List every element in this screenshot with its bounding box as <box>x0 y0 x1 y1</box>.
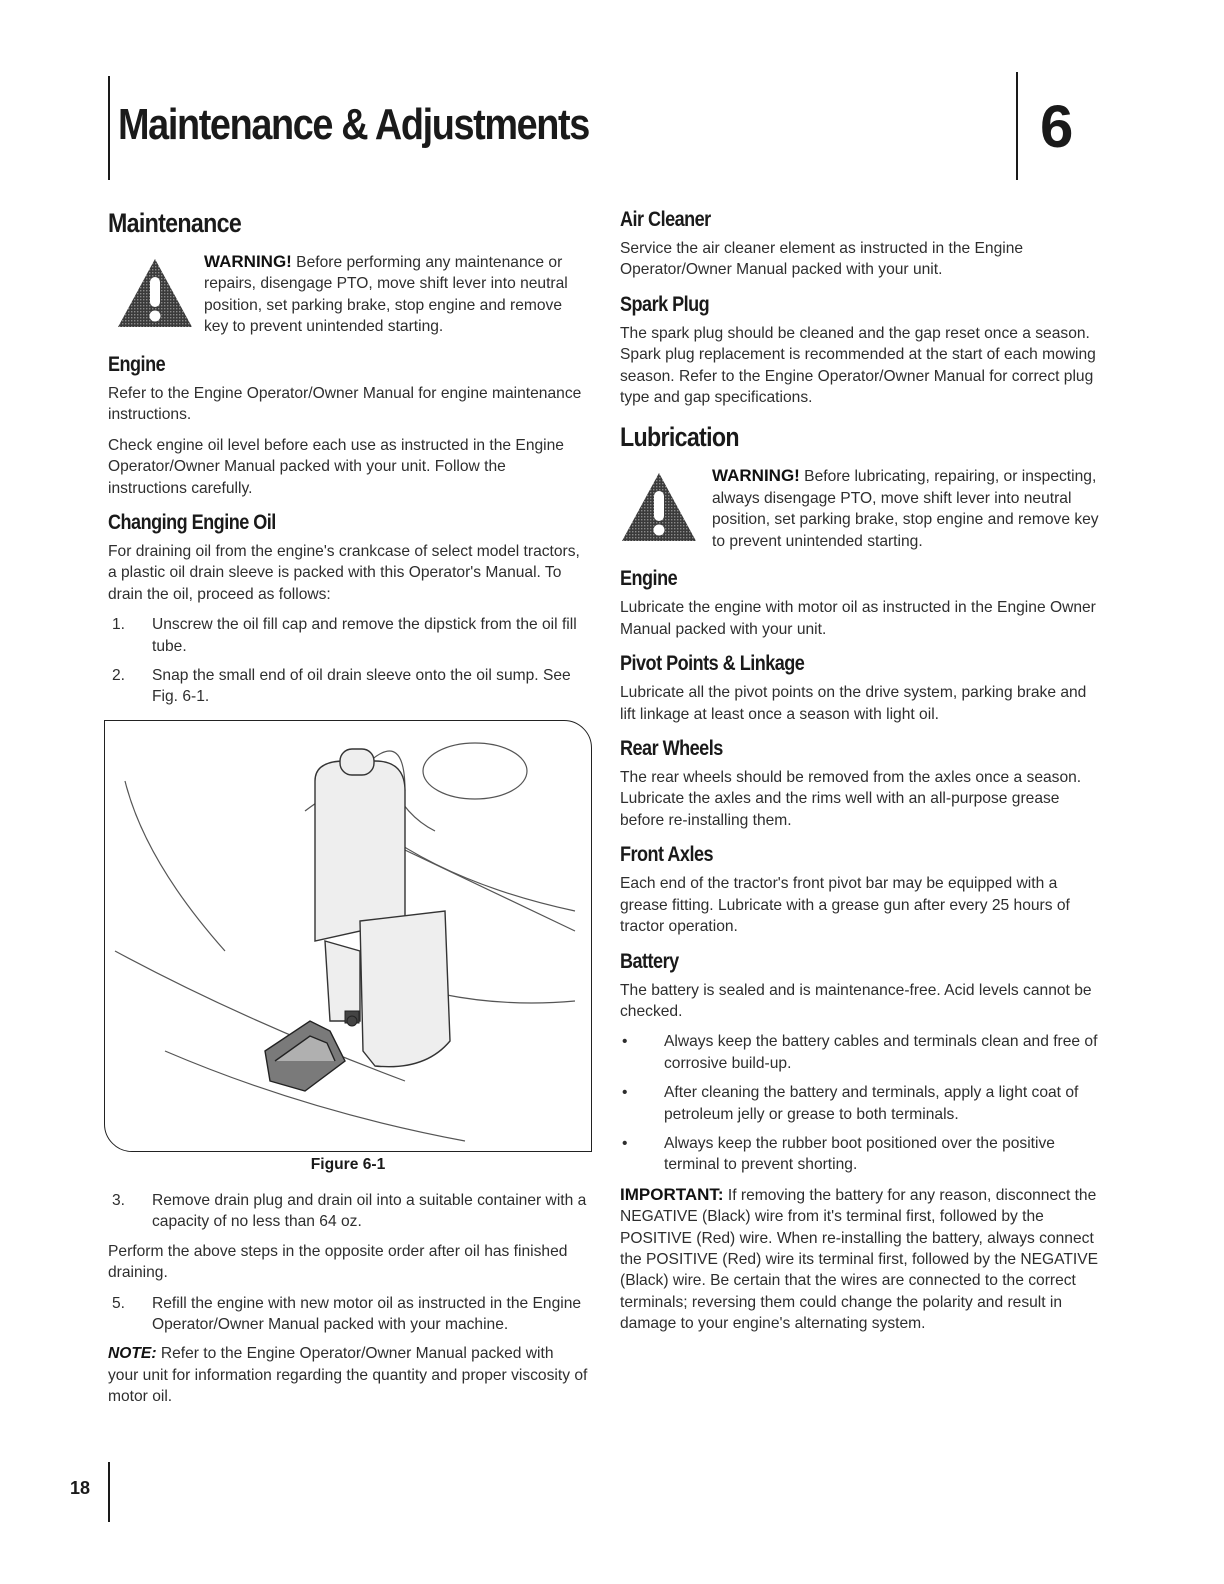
step-text: Snap the small end of oil drain sleeve onto the oil sump. See Fig. 6-1. <box>152 667 571 706</box>
chapter-rule <box>1016 72 1018 180</box>
battery-text: The battery is sealed and is maintenance-free. Acid levels cannot be checked. <box>620 981 1092 1020</box>
warning-keyword: WARNING! <box>712 466 800 486</box>
pivot-heading: Pivot Points & Linkage <box>620 652 805 676</box>
maintenance-warning-text <box>204 251 588 338</box>
air-cleaner-text: Service the air cleaner element as instructed in the Engine Operator/Owner Manual packed with your unit. <box>620 240 1024 279</box>
front-axles-heading: Front Axles <box>620 843 714 867</box>
spark-plug-text: The spark plug should be cleaned and the gap reset once a season. Spark plug replacement is recommended at the start of each mowing season. Refer to the Engine Operator/Owner Manual for correct plug type and gap specifications. <box>620 324 1096 407</box>
note-label: NOTE: <box>108 1345 157 1363</box>
important-paragraph <box>620 1184 1100 1335</box>
lubrication-warning-text <box>712 465 1100 552</box>
bullet-mark: • <box>622 1033 628 1051</box>
steps-list-b <box>108 1190 588 1233</box>
list-item <box>108 1190 588 1233</box>
engine-paragraph-1: Refer to the Engine Operator/Owner Manual for engine maintenance instructions. <box>108 385 582 424</box>
warning-body: Before lubricating, repairing, or inspecting, always disengage PTO, move shift lever into neutral position, set parking brake, stop engine and remove key to prevent unintended starting. <box>712 468 1099 550</box>
list-item <box>620 1133 1100 1176</box>
pivot-text: Lubricate all the pivot points on the drive system, parking brake and lift linkage at least once a season with light oil. <box>620 684 1087 723</box>
page-number-rule <box>108 1462 110 1522</box>
rear-wheels-text: The rear wheels should be removed from the axles once a season. Lubricate the axles and the rims well with an all-purpose grease before re-installing them. <box>620 769 1082 829</box>
warning-icon <box>620 471 698 548</box>
bullet-mark: • <box>622 1084 628 1102</box>
step-text: Unscrew the oil fill cap and remove the dipstick from the oil fill tube. <box>152 616 577 655</box>
note-text: Refer to the Engine Operator/Owner Manual packed with your unit for information regarding the quantity and proper viscosity of motor oil. <box>108 1345 588 1406</box>
page-title: Maintenance & Adjustments <box>118 100 589 149</box>
step-number: 2. <box>112 667 126 685</box>
step-number: 3. <box>112 1191 126 1209</box>
step-text: Refill the engine with new motor oil as instructed in the Engine Operator/Owner Manual packed with your machine. <box>152 1294 582 1333</box>
lubrication-warning <box>620 465 1100 555</box>
chapter-number: 6 <box>1040 93 1074 160</box>
engine-paragraph-2: Check engine oil level before each use as instructed in the Engine Operator/Owner Manual packed with your unit. Follow the instructions carefully. <box>108 436 564 497</box>
warning-icon <box>116 257 194 334</box>
bullet-text: After cleaning the battery and terminals, apply a light coat of petroleum jelly or grease to both terminals. <box>664 1084 1079 1123</box>
list-item <box>108 665 588 708</box>
lub-engine-text: Lubricate the engine with motor oil as instructed in the Engine Owner Manual packed with your unit. <box>620 599 1096 638</box>
figure-6-1-illustration <box>104 720 592 1152</box>
steps-list-c <box>108 1293 588 1336</box>
changing-oil-intro: For draining oil from the engine's crankcase of select model tractors, a plastic oil drain sleeve is packed with this Operator's Manual. To drain the oil, proceed as follows: <box>108 543 580 603</box>
spark-plug-heading: Spark Plug <box>620 292 710 316</box>
list-item <box>620 1082 1100 1125</box>
lubrication-heading: Lubrication <box>620 422 739 453</box>
air-cleaner-heading: Air Cleaner <box>620 208 711 231</box>
list-item <box>108 1293 588 1336</box>
title-rule-left <box>108 76 110 180</box>
warning-body: Before performing any maintenance or repairs, disengage PTO, move shift lever into neutral position, set parking brake, stop engine and remove key to prevent unintended starting. <box>204 254 568 336</box>
engine-heading: Engine <box>108 353 166 376</box>
step-number: 1. <box>112 616 126 634</box>
maintenance-heading: Maintenance <box>108 208 242 238</box>
list-item <box>620 1031 1100 1074</box>
right-column <box>620 208 1100 1344</box>
reverse-order-note: Perform the above steps in the opposite order after oil has finished draining. <box>108 1242 568 1282</box>
changing-oil-heading: Changing Engine Oil <box>108 511 276 535</box>
left-column <box>108 208 588 1417</box>
step-number: 5. <box>112 1294 126 1312</box>
page-number: 18 <box>70 1478 91 1498</box>
front-axles-text: Each end of the tractor's front pivot bar may be equipped with a grease fitting. Lubricate with a grease gun after every 25 hours of tractor operation. <box>620 875 1070 936</box>
battery-bullets <box>620 1031 1100 1175</box>
warning-keyword: WARNING! <box>204 252 292 271</box>
step-text: Remove drain plug and drain oil into a suitable container with a capacity of no less than 64 oz. <box>152 1191 587 1231</box>
bullet-text: Always keep the battery cables and terminals clean and free of corrosive build-up. <box>664 1033 1098 1072</box>
lub-engine-heading: Engine <box>620 567 678 591</box>
important-text: If removing the battery for any reason, disconnect the NEGATIVE (Black) wire from it's terminal first, followed by the POSITIVE (Red) wire. When re-installing the battery, always connect the POSITIVE (Red) wire its terminal first, followed by the NEGATIVE (Black) wire. Be certain that the wires are connected to the correct terminals; reversing them could change the polarity and result in damage to your engine's alternating system. <box>620 1186 1099 1333</box>
note-paragraph <box>108 1343 588 1407</box>
important-label: IMPORTANT: <box>620 1184 724 1204</box>
battery-heading: Battery <box>620 949 679 973</box>
figure-caption: Figure 6-1 <box>310 1155 386 1173</box>
rear-wheels-heading: Rear Wheels <box>620 737 723 761</box>
oil-drain-illustration <box>105 721 591 1151</box>
bullet-mark: • <box>622 1134 628 1152</box>
bullet-text: Always keep the rubber boot positioned over the positive terminal to prevent shorting. <box>664 1134 1055 1174</box>
list-item <box>108 614 588 657</box>
steps-list-a <box>108 614 588 708</box>
maintenance-warning <box>108 251 588 341</box>
